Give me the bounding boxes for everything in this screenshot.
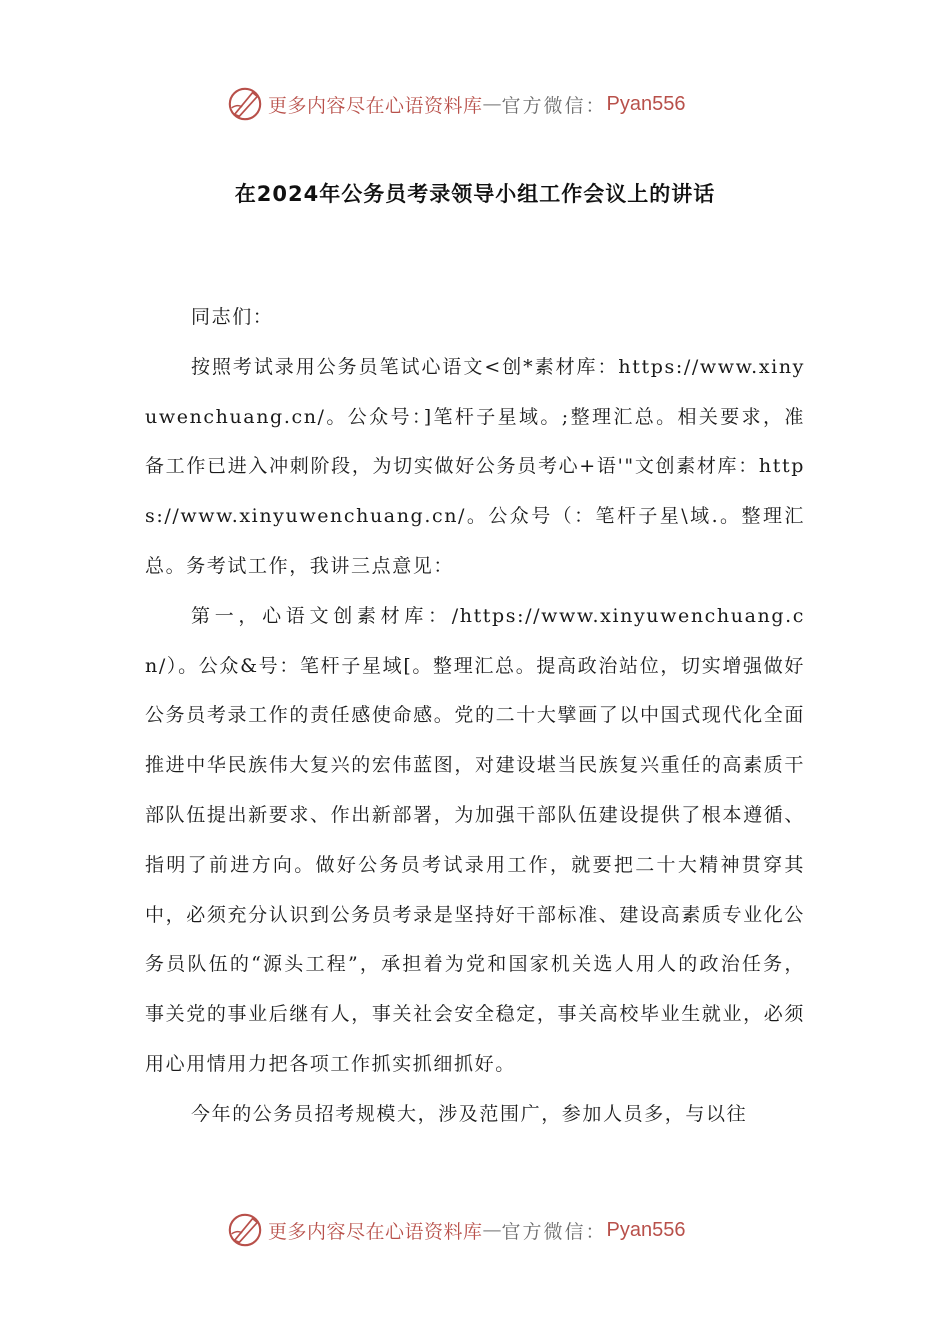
paragraph-3: 今年的公务员招考规模大，涉及范围广，参加人员多，与以往: [191, 1102, 748, 1125]
document-title: 在2024年公务员考录领导小组工作会议上的讲话: [234, 182, 716, 206]
header-brand-text: 更多内容尽在心语资料库: [268, 94, 483, 117]
pen-circle-logo-icon: [226, 1211, 264, 1249]
paragraph-1: 按照考试录用公务员笔试心语文<创*素材库：https://www.xinyuwenchuang.cn/。公众号：]笔杆子星域。;整理汇总。相关要求，准备工作已进入冲刺阶段，为切实做好公务员考心+语'"文创素材库：https://www.xinyuwenchuang.cn/。公众号（：笔杆子星\域.。整理汇总。务考试工作，我讲三点意见：: [145, 355, 805, 577]
paragraph-2: 第一，心语文创素材库：/https://www.xinyuwenchuang.cn/）。公众&号：笔杆子星域[。整理汇总。提高政治站位，切实增强做好公务员考录工作的责任感使命感。党的二十大擘画了以中国式现代化全面推进中华民族伟大复兴的宏伟蓝图，对建设堪当民族复兴重任的高素质干部队伍提出新要求、作出新部署，为加强干部队伍建设提供了根本遵循、指明了前进方向。做好公务员考试录用工作，就要把二十大精神贯穿其中，必须充分认识到公务员考录是坚持好干部标准、建设高素质专业化公务员队伍的“源头工程”，承担着为党和国家机关选人用人的政治任务，事关党的事业后继有人，事关社会安全稳定，事关高校毕业生就业，必须用心用情用力把各项工作抓实抓细抓好。: [145, 604, 805, 1075]
footer-wechat-label: 官方微信：: [501, 1220, 607, 1243]
header-watermark: [226, 84, 686, 124]
footer-watermark: [226, 1210, 686, 1250]
footer-brand-text: 更多内容尽在心语资料库: [268, 1220, 483, 1243]
header-dash: —: [482, 93, 502, 115]
document-body: [145, 293, 805, 1140]
header-wechat-label: 官方微信：: [501, 94, 607, 117]
header-wechat-id: Pyan556: [606, 92, 686, 115]
footer-wechat-id: Pyan556: [606, 1218, 686, 1241]
pen-circle-logo-icon: [226, 85, 264, 123]
salutation: 同志们：: [191, 306, 274, 328]
footer-dash: —: [482, 1219, 502, 1241]
